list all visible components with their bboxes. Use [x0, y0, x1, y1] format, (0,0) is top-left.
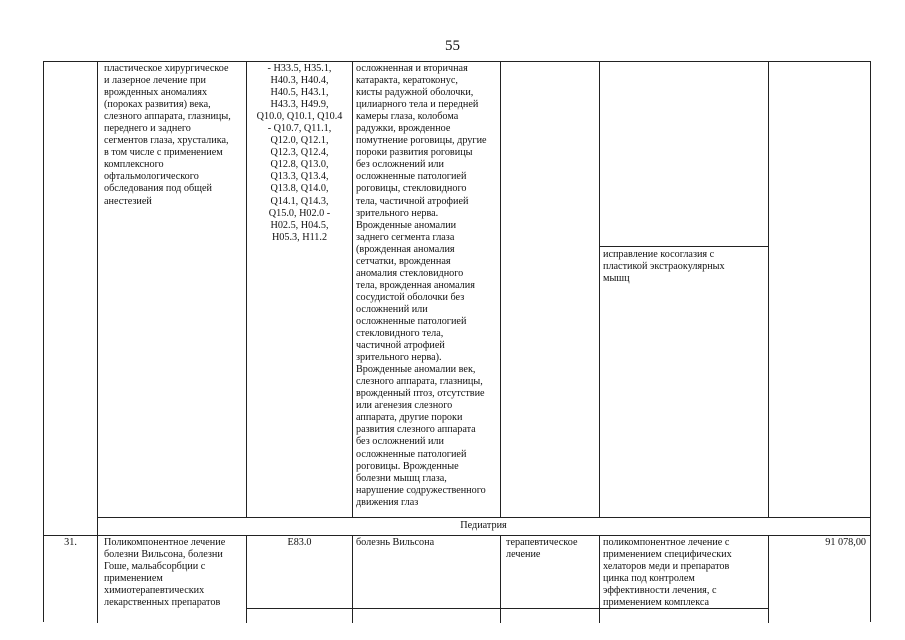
column-divider — [246, 62, 247, 517]
treatment-method-cell: поликомпонентное лечение с применением специфических хелаторов меди и препаратов цинка под контролем эффективности лечения, с применением комплекса — [603, 537, 732, 609]
column-divider — [768, 535, 769, 623]
row-divider — [44, 535, 870, 536]
treatment-type-cell: терапевтическое лечение — [506, 537, 578, 561]
method-cell: пластическое хирургическое и лазерное лечение при врожденных аномалиях (пороках развития) века, слезного аппарата, глазницы, переднего и заднего сегментов глаза, хрусталика, в том числе с применением комплексного офтальмологического обследования под общей анестезией — [104, 63, 231, 207]
diagnosis-cell: болезнь Вильсона — [356, 537, 435, 548]
column-divider — [500, 62, 501, 517]
codes-cell: E83.0 — [287, 537, 312, 548]
column-divider — [599, 535, 600, 623]
cost-cell: 91 078,00 — [825, 537, 866, 548]
medical-care-table — [43, 61, 871, 622]
row-divider — [599, 246, 768, 247]
column-divider — [352, 62, 353, 517]
row-number-cell: 31. — [64, 537, 77, 548]
column-divider — [599, 62, 600, 517]
page-number: 55 — [445, 38, 460, 54]
column-divider — [352, 535, 353, 623]
section-title: Педиатрия — [460, 520, 507, 531]
row-divider — [97, 517, 870, 518]
column-divider — [97, 62, 98, 623]
codes-cell: - H33.5, H35.1, H40.3, H40.4, H40.5, H43.1, H43.3, H49.9, Q10.0, Q10.1, Q10.4 - Q10.7, Q11.1, Q12.0, Q12.1, Q12.3, Q12.4, Q12.8, Q13.0, Q13.3, Q13.4, Q13.8, Q14.0, Q14.1, Q14.3, Q15.0, H02.0 - H02.5, H04.5, H05.3, H11.2 — [256, 63, 343, 243]
column-divider — [768, 62, 769, 517]
diagnosis-cell: осложненная и вторичная катаракта, кератоконус, кисты радужной оболочки, цилиарного тела и передней камеры глаза, колобома радужки, врожденное помутнение роговицы, другие пороки развития роговицы без осложнений или осложненные патологией роговицы, стекловидного тела, частичной атрофией зрительного нерва. Врожденные аномалии заднего сегмента глаза (врожденная аномалия сетчатки, врожденная аномалия стекловидного тела, врожденная аномалия сосудистой оболочки без осложнений или осложненные патологией стекловидного тела, частичной атрофией зрительного нерва). Врожденные аномалии век, слезного аппарата, глазницы, врожденный птоз, отсутствие или агенезия слезного аппарата, другие пороки развития слезного аппарата без осложнений или осложненные патологией роговицы. Врожденные болезни мышц глаза, нарушение содружественного движения глаз — [356, 63, 487, 508]
column-divider — [246, 535, 247, 623]
treatment-method-cell: исправление косоглазия с пластикой экстраокулярных мышц — [603, 249, 725, 285]
column-divider — [500, 535, 501, 623]
method-cell: Поликомпонентное лечение болезни Вильсона, болезни Гоше, мальабсорбции с применением химиотерапевтических лекарственных препаратов — [104, 537, 226, 609]
